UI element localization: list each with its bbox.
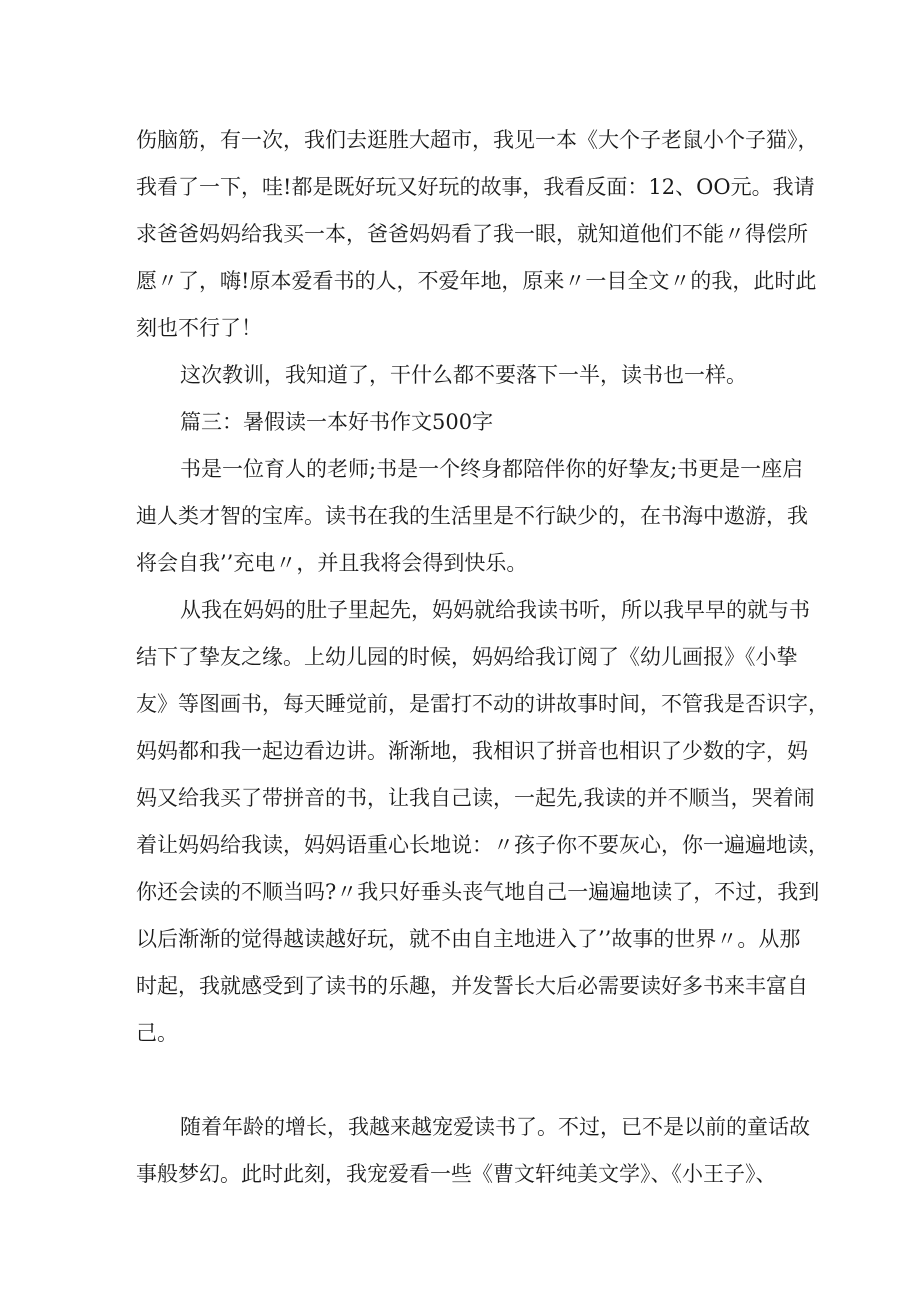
document-body — [136, 117, 829, 1198]
text-line: 友》等图画书，每天睡觉前，是雷打不动的讲故事时间，不管我是否识字， — [136, 692, 829, 716]
text-line: 你还会读的不顺当吗?〃我只好垂头丧气地自己一遍遍地读了，不过，我到 — [136, 880, 820, 904]
text-line: 将会自我’’充电〃，并且我将会得到快乐。 — [136, 551, 528, 575]
text-line: 刻也不行了！ — [136, 316, 262, 340]
text-line: 己。 — [136, 1021, 178, 1045]
paragraph-4 — [136, 587, 829, 1057]
text-line: 随着年龄的增长，我越来越宠爱读书了。不过，已不是以前的童话故 — [180, 1115, 810, 1139]
section-heading — [136, 399, 796, 446]
paragraph-5 — [136, 1104, 810, 1198]
text-line: 妈妈都和我一起边看边讲。渐渐地，我相识了拼音也相识了少数的字，妈 — [136, 739, 808, 763]
text-line: 以后渐渐的觉得越读越好玩，就不由自主地进入了’’故事的世界〃。从那 — [136, 927, 801, 951]
text-line: 我看了一下，哇!都是既好玩又好玩的故事，我看反面：12、OO元。我请 — [136, 175, 815, 199]
text-line: 书是一位育人的老师;书是一个终身都陪伴你的好挚友;书更是一座启 — [180, 457, 804, 481]
paragraph-gap — [136, 1057, 796, 1104]
paragraph-3 — [136, 446, 808, 587]
heading-text: 篇三：暑假读一本好书作文500字 — [180, 410, 494, 434]
paragraph-1 — [136, 117, 819, 352]
text-line: 求爸爸妈妈给我买一本，爸爸妈妈看了我一眼，就知道他们不能〃得偿所 — [136, 222, 808, 246]
paragraph-2 — [136, 352, 796, 399]
text-line: 妈又给我买了带拼音的书，让我自己读，一起先,我读的并不顺当，哭着闹 — [136, 786, 815, 810]
text-line: 结下了挚友之缘。上幼儿园的时候，妈妈给我订阅了《幼儿画报》《小挚 — [136, 645, 798, 669]
text-line: 着让妈妈给我读，妈妈语重心长地说：〃孩子你不要灰心，你一遍遍地读， — [136, 833, 829, 857]
text-line: 愿〃了，嗨!原本爱看书的人，不爱年地，原来〃一目全文〃的我，此时此 — [136, 269, 817, 293]
text-line: 这次教训，我知道了，干什么都不要落下一半，读书也一样。 — [180, 363, 747, 387]
text-line: 时起，我就感受到了读书的乐趣，并发誓长大后必需要读好多书来丰富自 — [136, 974, 808, 998]
text-line: 从我在妈妈的肚子里起先，妈妈就给我读书听，所以我早早的就与书 — [180, 598, 810, 622]
text-line: 伤脑筋，有一次，我们去逛胜大超市，我见一本《大个子老鼠小个子猫》， — [136, 128, 819, 152]
text-line: 事般梦幻。此时此刻，我宠爱看一些《曹文轩纯美文学》、《小王子》、 — [136, 1162, 777, 1186]
text-line: 迪人类才智的宝库。读书在我的生活里是不行缺少的，在书海中遨游，我 — [136, 504, 808, 528]
